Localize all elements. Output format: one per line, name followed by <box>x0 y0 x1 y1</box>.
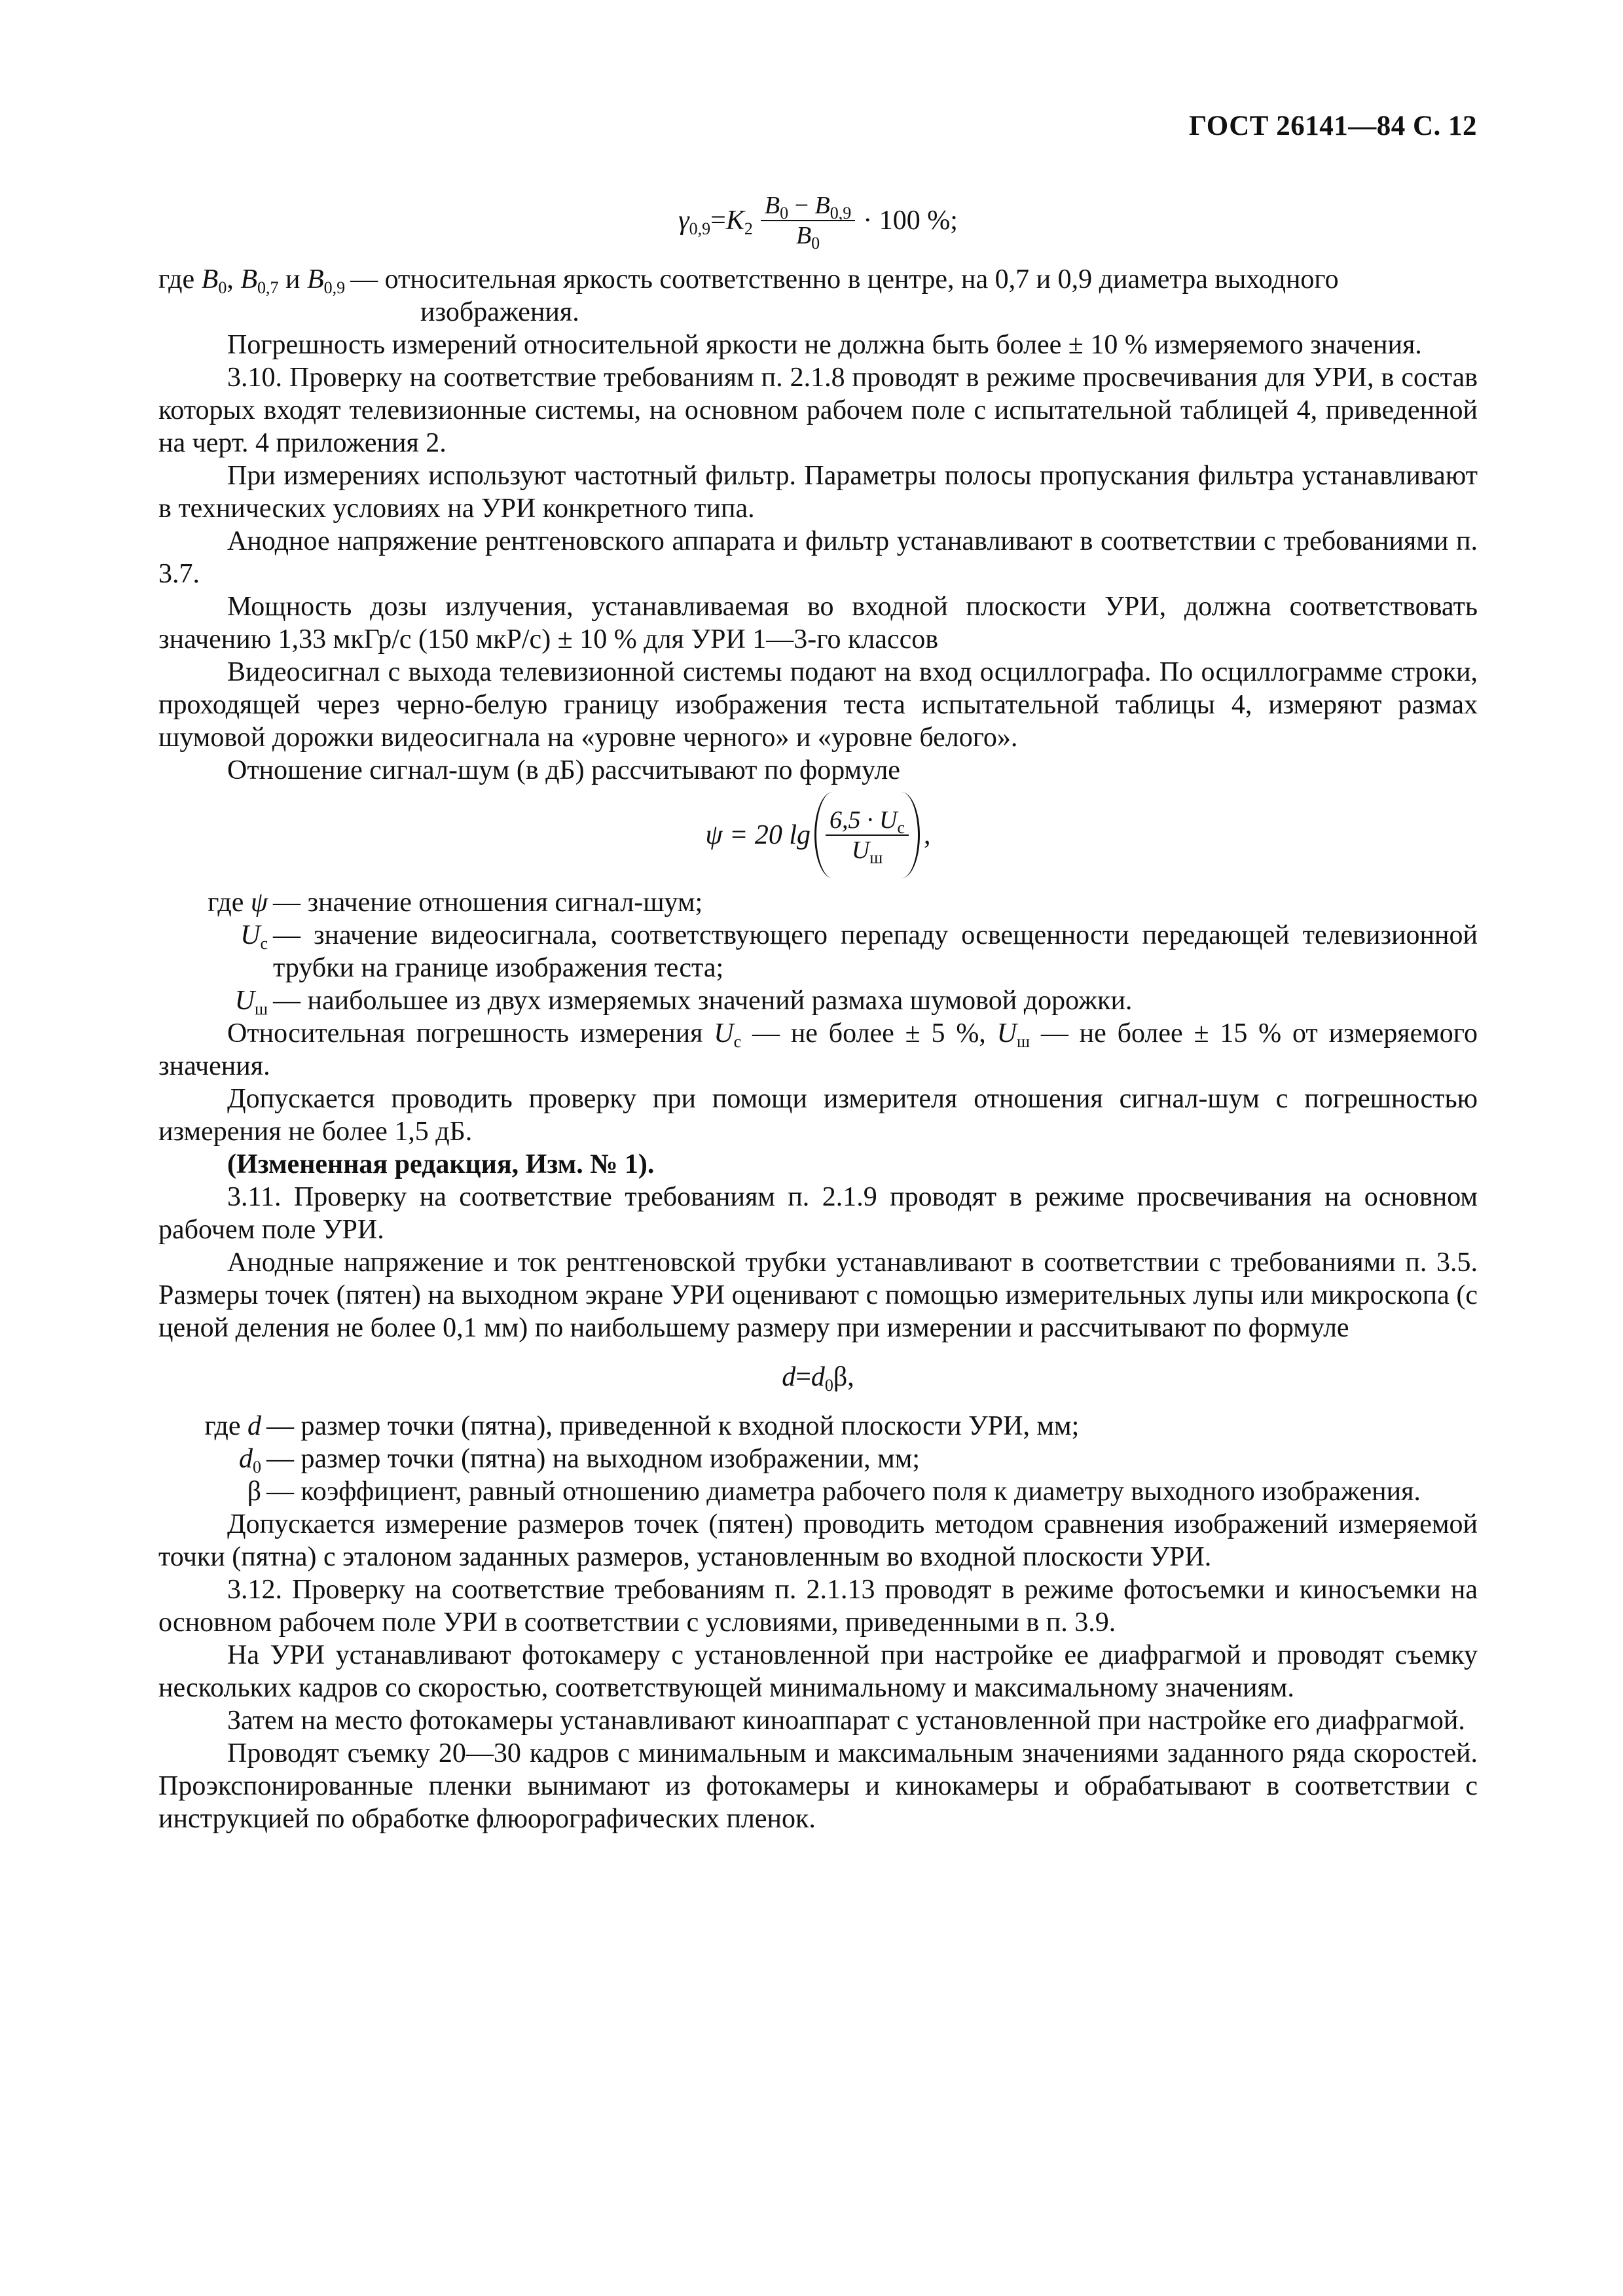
formula-psi-parentheses <box>814 792 920 878</box>
formula-gamma-tail: · 100 %; <box>863 206 958 236</box>
definition-item <box>158 1475 1478 1508</box>
paragraph: Отношение сигнал-шум (в дБ) рассчитывают по формуле <box>227 755 900 785</box>
definition-term: $d_0$ <box>239 1444 261 1477</box>
definition-desc: — наибольшее из двух измеряемых значений размаха шумовой дорожки. <box>273 986 1133 1016</box>
paragraph: На УРИ устанавливают фотокамеру с установленной при настройке ее диафрагмой и проводят съемку нескольких кадров со скоростью, соответствующей минимальному и максимальному значениям. <box>158 1640 1478 1703</box>
paragraph: 3.10. Проверку на соответствие требованиям п. 2.1.8 проводят в режиме просвечивания для УРИ, в состав которых входят телевизионные системы, на основном рабочем поле с испытательной таблицей 4, приведенной на черт. 4 приложения 2. <box>158 363 1478 458</box>
page-header: ГОСТ 26141—84 С. 12 <box>1188 111 1477 141</box>
equals-sign: = <box>795 1362 811 1392</box>
paragraph: Допускается измерение размеров точек (пятен) проводить методом сравнения изображений измеряемой точки (пятна) с эталоном заданных размеров, установленным во входной плоскости УРИ. <box>158 1509 1478 1572</box>
formula-d-lhs: d <box>782 1362 796 1392</box>
formula-d <box>158 1351 1478 1403</box>
definition-desc: — размер точки (пятна) на выходном изображении, мм; <box>266 1444 920 1474</box>
paragraph: Мощность дозы излучения, устанавливаемая во входной плоскости УРИ, должна соответствовать значению 1,33 мкГр/с (150 мкР/с) ± 10 % для УРИ 1—3-го классов <box>158 592 1478 655</box>
definition-term: β <box>247 1477 261 1507</box>
formula-gamma-lhs: $\gamma_{0,9}$ <box>678 206 711 238</box>
formula-gamma-fraction <box>761 191 855 253</box>
psi-definitions <box>158 886 1478 1017</box>
paragraph: 3.11. Проверку на соответствие требованиям п. 2.1.9 проводят в режиме просвечивания на основном рабочем поле УРИ. <box>158 1182 1478 1245</box>
equals-sign: = <box>710 206 726 236</box>
definition-term: $U_ш$ <box>234 986 268 1018</box>
formula-psi-tail: , <box>924 820 931 850</box>
paragraph: Видеосигнал с выхода телевизионной системы подают на вход осциллографа. По осциллограмме строки, проходящей через черно-белую границу изображения теста испытательной таблицы 4, измеряют размах шумовой дорожки видеосигнала на «уровне черного» и «уровне белого». <box>158 657 1478 753</box>
definition-desc: — значение видеосигнала, соответствующего перепаду освещенности передающей телевизионной трубки на границе изображения теста; <box>273 920 1478 983</box>
fraction-numerator: $6,5 \cdot U_с$ <box>826 806 909 836</box>
definition-desc: — коэффициент, равный отношению диаметра рабочего поля к диаметру выходного изображения. <box>266 1477 1421 1507</box>
paragraph: Допускается проводить проверку при помощи измерителя отношения сигнал-шум с погрешностью измерения не более 1,5 дБ. <box>158 1084 1478 1147</box>
where-b-terms: где $B_0$, $B_{0,7}$ и $B_{0,9}$ <box>158 264 346 297</box>
definition-term: $U_с$ <box>240 920 268 953</box>
definition-item <box>158 984 1478 1017</box>
definition-item <box>158 919 1478 984</box>
definition-term: где ψ <box>208 888 268 918</box>
paragraph: 3.12. Проверку на соответствие требованиям п. 2.1.13 проводят в режиме фотосъемки и киносъемки на основном рабочем поле УРИ в соответствии с условиями, приведенными в п. 3.9. <box>158 1575 1478 1638</box>
where-b-definition <box>158 263 1478 296</box>
fraction-numerator: $B_0 - B_{0,9}$ <box>761 191 855 221</box>
paragraph: Проводят съемку 20—30 кадров с минимальным и максимальным значениями заданного ряда скоростей. Проэкспонированные пленки вынимают из фотокамеры и кинокамеры и обрабатывают в соответствии с инструкцией по обработке флюорографических пленок. <box>158 1738 1478 1834</box>
where-b-desc-continued: изображения. <box>420 297 579 327</box>
paragraph: Анодные напряжение и ток рентгеновской трубки устанавливают в соответствии с требованиями п. 3.5. Размеры точек (пятен) на выходном экране УРИ оценивают с помощью измерительных лупы или микроскопа (с ценой деления не более 0,1 мм) по наибольшему размеру при измерении и рассчитывают по формуле <box>158 1247 1478 1343</box>
fraction-denominator: $B_0$ <box>795 222 820 253</box>
formula-d-rhs: $d_0\beta$, <box>811 1362 854 1395</box>
formula-psi <box>158 789 1478 881</box>
definition-desc: — размер точки (пятна), приведенной к входной плоскости УРИ, мм; <box>266 1411 1080 1441</box>
definition-item <box>158 886 1478 919</box>
where-b-desc: — относительная яркость соответственно в центре, на 0,7 и 0,9 диаметра выходного <box>350 264 1339 295</box>
formula-psi-lhs: ψ = 20 lg <box>705 820 811 850</box>
definition-item <box>158 1443 1478 1475</box>
paragraph: Анодное напряжение рентгеновского аппарата и фильтр устанавливают в соответствии с требованиями п. 3.7. <box>158 526 1478 589</box>
paragraph: При измерениях используют частотный фильтр. Параметры полосы пропускания фильтра устанавливают в технических условиях на УРИ конкретного типа. <box>158 461 1478 524</box>
definition-item <box>158 1410 1478 1443</box>
amendment-note: (Измененная редакция, Изм. № 1). <box>227 1149 655 1179</box>
definition-desc: — значение отношения сигнал-шум; <box>273 888 703 918</box>
paragraph-error: Относительная погрешность измерения $U_с$ — не более ± 5 %, $U_ш$ — не более ± 15 % от измеряемого значения. <box>158 1018 1478 1081</box>
paragraph: Погрешность измерений относительной яркости не должна быть более ± 10 % измеряемого значения. <box>227 330 1422 360</box>
formula-psi-fraction <box>826 806 909 865</box>
paragraph: Затем на место фотокамеры устанавливают киноаппарат с установленной при настройке его диафрагмой. <box>227 1706 1465 1736</box>
definition-term: где d <box>204 1411 261 1441</box>
d-definitions <box>158 1410 1478 1508</box>
formula-gamma <box>158 185 1478 257</box>
formula-gamma-k: $K_2$ <box>725 206 753 238</box>
document-body <box>158 185 1478 1835</box>
fraction-denominator: $U_ш$ <box>851 836 883 867</box>
